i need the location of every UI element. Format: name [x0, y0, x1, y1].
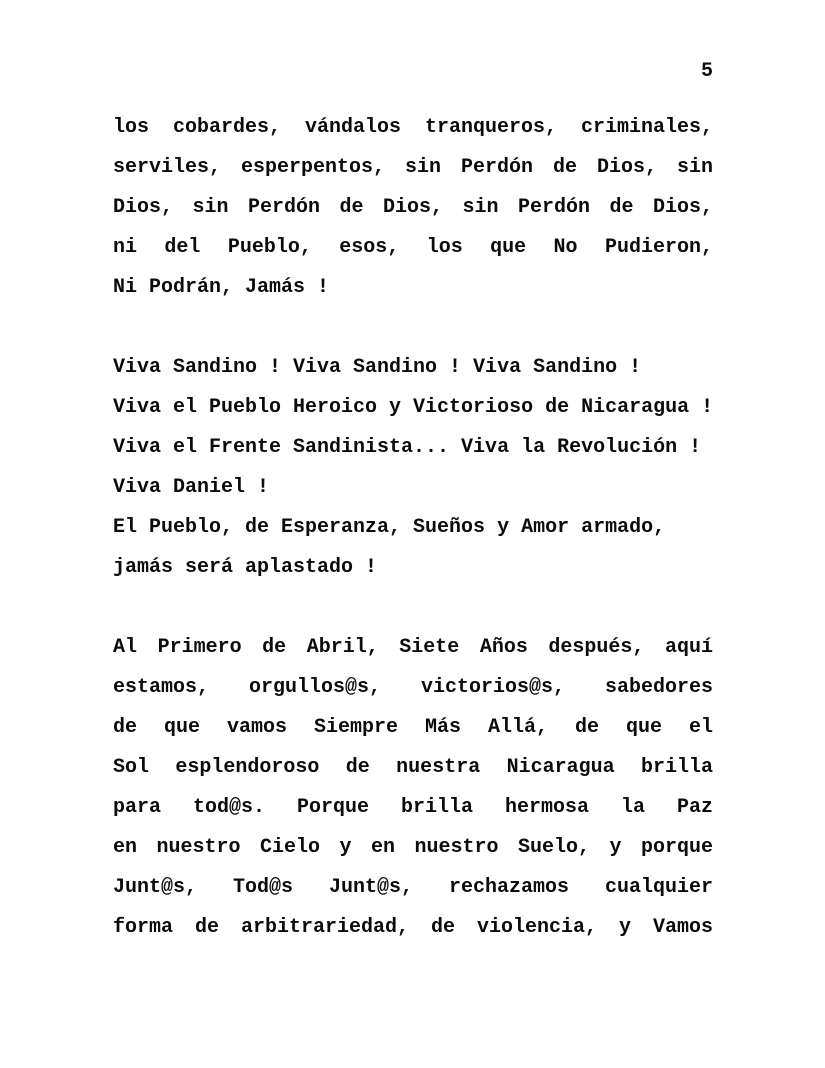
text-line: Ni Podrán, Jamás !: [113, 276, 330, 299]
text-line: Viva el Pueblo Heroico y Victorioso de Nicaragua !: [113, 396, 714, 419]
text-line: de que vamos Siempre Más Allá, de que el: [113, 716, 713, 739]
text-line: ni del Pueblo, esos, los que No Pudieron,: [113, 236, 713, 259]
text-line: para tod@s. Porque brilla hermosa la Paz: [113, 796, 713, 819]
paragraph-3: [113, 628, 713, 948]
paragraph-2: [113, 348, 713, 588]
text-line: Viva Sandino ! Viva Sandino ! Viva Sandino !: [113, 356, 642, 379]
text-line: Sol esplendoroso de nuestra Nicaragua brilla: [113, 756, 713, 779]
page-number: 5: [700, 60, 713, 83]
text-line: Viva Daniel !: [113, 476, 270, 499]
paragraph-1: [113, 108, 713, 308]
text-line: en nuestro Cielo y en nuestro Suelo, y porque: [113, 836, 713, 859]
text-line: Al Primero de Abril, Siete Años después, aquí: [113, 636, 713, 659]
document-body: [113, 108, 713, 948]
text-line: los cobardes, vándalos tranqueros, criminales,: [113, 116, 713, 139]
text-line: Junt@s, Tod@s Junt@s, rechazamos cualquier: [113, 876, 713, 899]
text-line: forma de arbitrariedad, de violencia, y Vamos: [113, 916, 713, 939]
text-line: Viva el Frente Sandinista... Viva la Revolución !: [113, 436, 702, 459]
text-line: El Pueblo, de Esperanza, Sueños y Amor armado,: [113, 516, 666, 539]
text-line: serviles, esperpentos, sin Perdón de Dios, sin: [113, 156, 713, 179]
text-line: jamás será aplastado !: [113, 556, 378, 579]
text-line: Dios, sin Perdón de Dios, sin Perdón de Dios,: [113, 196, 713, 219]
text-line: estamos, orgullos@s, victorios@s, sabedores: [113, 676, 713, 699]
